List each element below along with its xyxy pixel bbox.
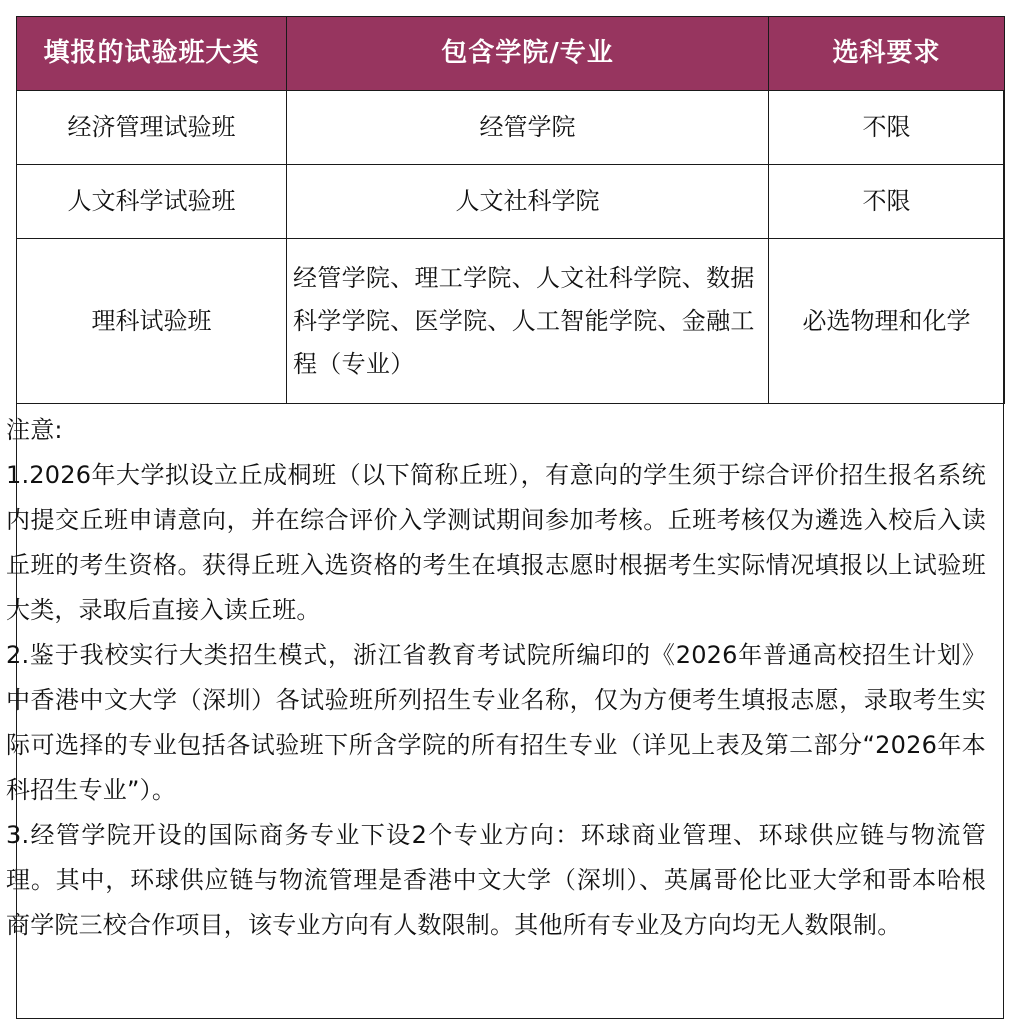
table-row	[17, 91, 1005, 165]
experimental-class-table	[16, 16, 1005, 404]
schools-cell: 经管学院、理工学院、人文社科学院、数据科学学院、医学院、人工智能学院、金融工程（专业）	[287, 239, 769, 404]
class-category-cell: 经济管理试验班	[17, 91, 287, 165]
schools-cell: 经管学院	[287, 91, 769, 165]
note-item-2: 2.鉴于我校实行大类招生模式，浙江省教育考试院所编印的《2026年普通高校招生计划》中香港中文大学（深圳）各试验班所列招生专业名称，仅为方便考生填报志愿，录取考生实际可选择的专业包括各试验班下所含学院的所有招生专业（详见上表及第二部分“2026年本科招生专业”）。	[6, 641, 986, 804]
class-category-cell: 理科试验班	[17, 239, 287, 404]
header-schools-majors: 包含学院/专业	[287, 17, 769, 91]
schools-cell: 人文社科学院	[287, 165, 769, 239]
requirement-cell: 不限	[769, 165, 1005, 239]
table-row	[17, 165, 1005, 239]
requirement-cell: 必选物理和化学	[769, 239, 1005, 404]
notes-title: 注意:	[6, 416, 63, 444]
table-row	[17, 239, 1005, 404]
note-item-3: 3.经管学院开设的国际商务专业下设2个专业方向：环球商业管理、环球供应链与物流管理。其中，环球供应链与物流管理是香港中文大学（深圳）、英属哥伦比亚大学和哥本哈根商学院三校合作项目，该专业方向有人数限制。其他所有专业及方向均无人数限制。	[6, 821, 986, 939]
requirement-cell: 不限	[769, 91, 1005, 165]
notes-section	[6, 408, 986, 948]
class-category-cell: 人文科学试验班	[17, 165, 287, 239]
header-class-category: 填报的试验班大类	[17, 17, 287, 91]
note-item-1: 1.2026年大学拟设立丘成桐班（以下简称丘班），有意向的学生须于综合评价招生报名系统内提交丘班申请意向，并在综合评价入学测试期间参加考核。丘班考核仅为遴选入校后入读丘班的考生资格。获得丘班入选资格的考生在填报志愿时根据考生实际情况填报以上试验班大类，录取后直接入读丘班。	[6, 461, 986, 624]
table-header-row	[17, 17, 1005, 91]
header-subject-requirement: 选科要求	[769, 17, 1005, 91]
